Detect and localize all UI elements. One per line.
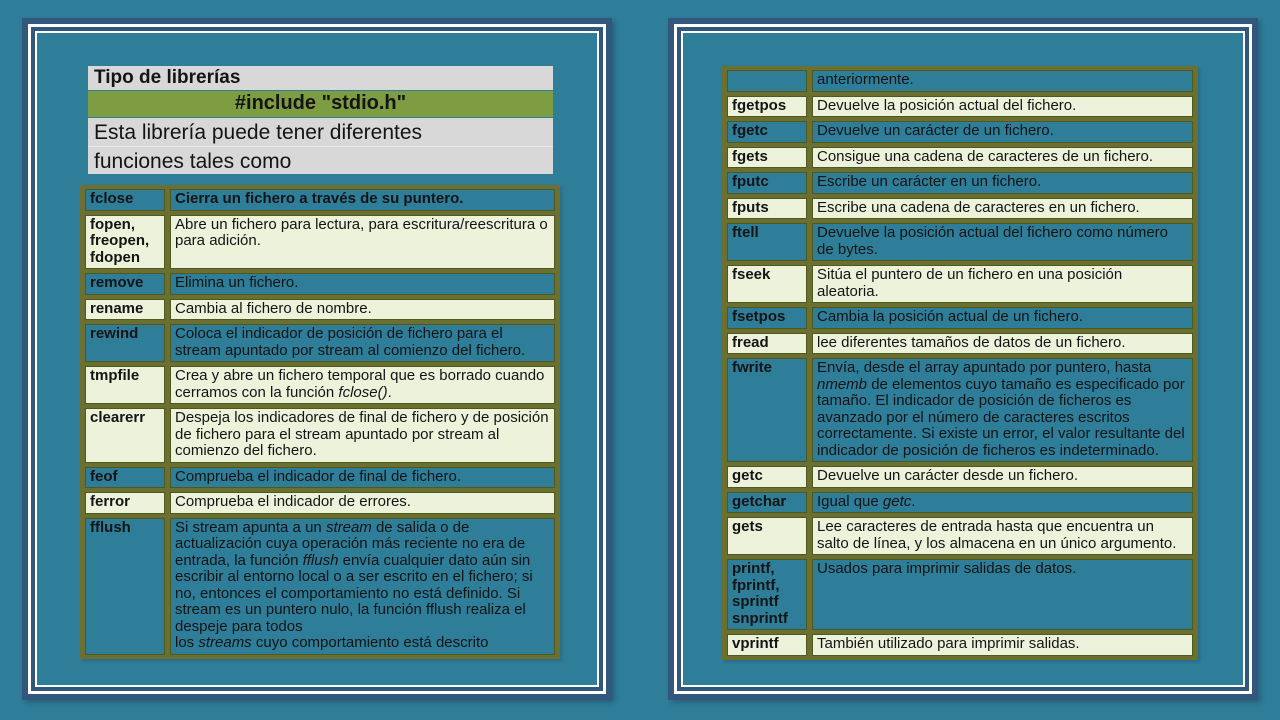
table-row bbox=[727, 223, 1193, 261]
function-name-cell: ferror bbox=[85, 492, 165, 514]
function-description-cell: También utilizado para imprimir salidas. bbox=[812, 634, 1193, 656]
right-panel-content bbox=[681, 31, 1245, 687]
table-row bbox=[727, 559, 1193, 630]
function-description-cell: Coloca el indicador de posición de fichero para el stream apuntado por stream al comienzo del fichero. bbox=[170, 324, 555, 362]
table-row bbox=[727, 492, 1193, 514]
function-name-cell: fopen, freopen, fdopen bbox=[85, 215, 165, 270]
function-description-cell: Cierra un fichero a través de su puntero. bbox=[170, 189, 555, 211]
function-name-cell: fputc bbox=[727, 172, 807, 194]
function-name-cell: fwrite bbox=[727, 358, 807, 462]
table-row bbox=[727, 147, 1193, 169]
function-name-cell: tmpfile bbox=[85, 366, 165, 404]
left-panel-frame-inner-navy bbox=[31, 27, 603, 691]
table-row bbox=[727, 265, 1193, 303]
table-row bbox=[727, 172, 1193, 194]
function-description-cell: Envía, desde el array apuntado por puntero, hasta nmemb de elementos cuyo tamaño es especificado por tamaño. El indicador de posición de ficheros es avanzado por el número de caracteres escritos correctamente. Si existe un error, el valor resultante del indicador de posición de ficheros es indeterminado. bbox=[812, 358, 1193, 462]
function-description-cell: Despeja los indicadores de final de fichero y de posición de fichero para el stream apuntado por stream al comienzo del fichero. bbox=[170, 408, 555, 463]
function-description-cell: Lee caracteres de entrada hasta que encuentra un salto de línea, y los almacena en un único argumento. bbox=[812, 517, 1193, 555]
subtitle-line: funciones tales como bbox=[88, 146, 553, 174]
table-row bbox=[727, 96, 1193, 118]
function-name-cell: clearerr bbox=[85, 408, 165, 463]
function-description-cell: Comprueba el indicador de errores. bbox=[170, 492, 555, 514]
function-description-cell: Consigue una cadena de caracteres de un fichero. bbox=[812, 147, 1193, 169]
function-description-cell: Escribe un carácter en un fichero. bbox=[812, 172, 1193, 194]
table-row bbox=[85, 467, 555, 489]
function-description-cell: Devuelve un carácter de un fichero. bbox=[812, 121, 1193, 143]
table-row bbox=[85, 492, 555, 514]
include-directive-banner: #include "stdio.h" bbox=[88, 91, 553, 117]
function-name-cell: fgetpos bbox=[727, 96, 807, 118]
table-row bbox=[85, 324, 555, 362]
table-row bbox=[85, 366, 555, 404]
function-name-cell: fread bbox=[727, 333, 807, 355]
table-row bbox=[85, 408, 555, 463]
function-description-cell: Cambia la posición actual de un fichero. bbox=[812, 307, 1193, 329]
table-row bbox=[85, 273, 555, 295]
function-description-cell: lee diferentes tamaños de datos de un fichero. bbox=[812, 333, 1193, 355]
function-name-cell: fclose bbox=[85, 189, 165, 211]
library-subtitle bbox=[88, 118, 553, 174]
function-description-cell: Sitúa el puntero de un fichero en una posición aleatoria. bbox=[812, 265, 1193, 303]
stdio-functions-table-left bbox=[80, 185, 560, 659]
right-panel-frame-inner-navy bbox=[677, 27, 1249, 691]
function-description-cell: Escribe una cadena de caracteres en un fichero. bbox=[812, 198, 1193, 220]
table-row bbox=[727, 358, 1193, 462]
function-name-cell: rename bbox=[85, 299, 165, 321]
function-name-cell: getc bbox=[727, 466, 807, 488]
function-name-cell bbox=[727, 70, 807, 92]
function-name-cell: fsetpos bbox=[727, 307, 807, 329]
function-name-cell: fseek bbox=[727, 265, 807, 303]
function-name-cell: printf, fprintf, sprintf snprintf bbox=[727, 559, 807, 630]
function-description-cell: Usados para imprimir salidas de datos. bbox=[812, 559, 1193, 630]
function-name-cell: getchar bbox=[727, 492, 807, 514]
table-row bbox=[727, 307, 1193, 329]
function-name-cell: remove bbox=[85, 273, 165, 295]
left-panel-content bbox=[35, 31, 599, 687]
function-description-cell: Abre un fichero para lectura, para escritura/reescritura o para adición. bbox=[170, 215, 555, 270]
table-row bbox=[85, 189, 555, 211]
function-description-cell: Elimina un fichero. bbox=[170, 273, 555, 295]
function-description-cell: Comprueba el indicador de final de fichero. bbox=[170, 467, 555, 489]
left-panel bbox=[22, 18, 612, 700]
function-description-cell: Devuelve la posición actual del fichero como número de bytes. bbox=[812, 223, 1193, 261]
table-row bbox=[727, 70, 1193, 92]
function-description-cell: Cambia al fichero de nombre. bbox=[170, 299, 555, 321]
table-row bbox=[727, 121, 1193, 143]
function-name-cell: fflush bbox=[85, 518, 165, 655]
table-row bbox=[727, 333, 1193, 355]
table-row bbox=[85, 518, 555, 655]
table-row bbox=[727, 517, 1193, 555]
table-row bbox=[85, 299, 555, 321]
table-row bbox=[727, 466, 1193, 488]
left-panel-frame-outer-white bbox=[28, 24, 606, 694]
function-name-cell: ftell bbox=[727, 223, 807, 261]
function-name-cell: vprintf bbox=[727, 634, 807, 656]
function-description-cell: Devuelve la posición actual del fichero. bbox=[812, 96, 1193, 118]
function-description-cell: Devuelve un carácter desde un fichero. bbox=[812, 466, 1193, 488]
function-name-cell: fgets bbox=[727, 147, 807, 169]
table-row bbox=[727, 634, 1193, 656]
library-header bbox=[88, 66, 553, 174]
table-row bbox=[85, 215, 555, 270]
page-title: Tipo de librerías bbox=[88, 66, 553, 90]
function-description-cell: anteriormente. bbox=[812, 70, 1193, 92]
subtitle-line: Esta librería puede tener diferentes bbox=[94, 121, 423, 144]
function-description-cell: Si stream apunta a un stream de salida o de actualización cuya operación más reciente no era de entrada, la función fflush envía cualquier dato aún sin escribir al entorno local o a ser escrito en el fichero; si no, entonces el comportamiento no está definido. Si stream es un puntero nulo, la función fflush realiza el despeje para todos los streams cuyo comportamiento está descrito bbox=[170, 518, 555, 655]
table-row bbox=[727, 198, 1193, 220]
function-name-cell: feof bbox=[85, 467, 165, 489]
function-description-cell: Igual que getc. bbox=[812, 492, 1193, 514]
function-description-cell: Crea y abre un fichero temporal que es borrado cuando cerramos con la función fclose(). bbox=[170, 366, 555, 404]
function-name-cell: fputs bbox=[727, 198, 807, 220]
function-name-cell: gets bbox=[727, 517, 807, 555]
function-name-cell: rewind bbox=[85, 324, 165, 362]
function-name-cell: fgetc bbox=[727, 121, 807, 143]
stdio-functions-table-right bbox=[722, 66, 1198, 660]
right-panel-frame-outer-white bbox=[674, 24, 1252, 694]
right-panel bbox=[668, 18, 1258, 700]
